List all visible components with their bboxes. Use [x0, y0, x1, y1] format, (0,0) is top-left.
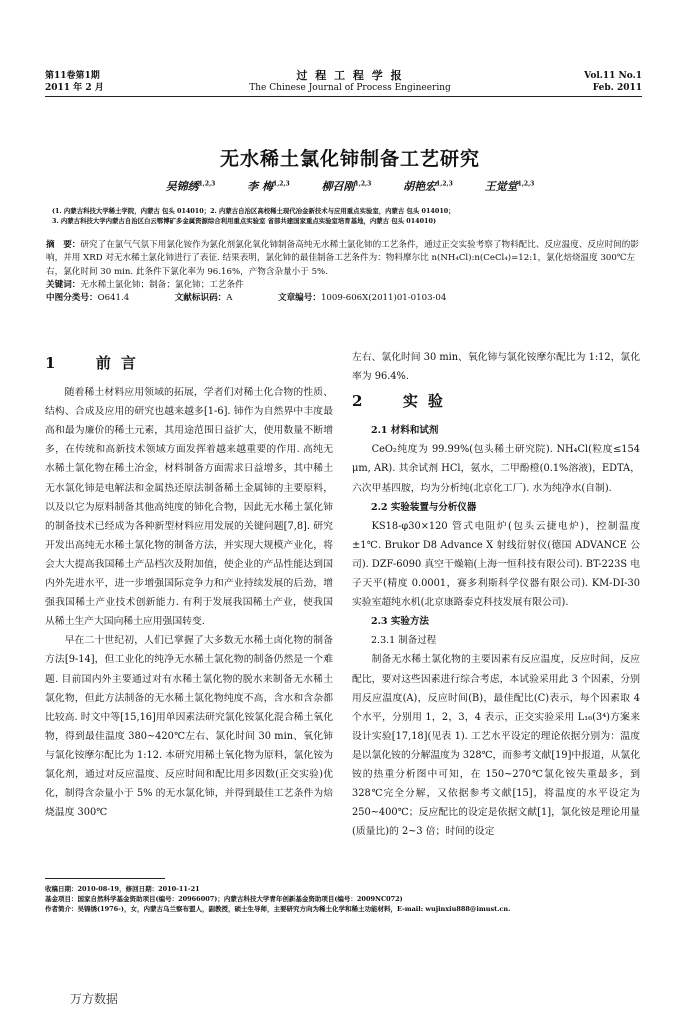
paragraph: KS18-φ30×120 管式电阻炉(包头云捷电炉)，控制温度±1℃. Brukor D8 Advance X 射线衍射仪(德国 ADVANCE 公司). DZF-6090 真空干燥箱(上海一恒科技有限公司). BT-223S 电子天平(精度 0.0001，赛多利斯科学仪器有限公司). KM-DI-30 实验室超纯水机(北京康路泰克科技发展有限公司).	[352, 520, 640, 609]
footnote-rule	[45, 878, 165, 879]
author: 吴锦绣$^{1,2,3}$	[165, 180, 216, 193]
author: 胡艳宏$^{1,2,3}$	[403, 180, 453, 193]
paragraph: 制备无水稀土氯化物的主要因素有反应温度，反应时间，反应配比，要对这些因素进行综合考虑，本试验采用此 3 个因素，分别用反应温度(A)，反应时间(B)，最佳配比(C)表示，每个因素取 4 个水平，分别用 1，2，3，4 表示，正交实验采用 L₁₆(3⁴)方案来设计实验[17,18](见表 1). 工艺水平设定的理论依据分别为：温度是以氯化铵的分解温度为 328℃，而参考文献[19]中报道，从氯化铵的热重分析图中可知，在 150~270℃氯化铵失重最多，到 328℃完全分解，又依据参考文献[15]，将温度的水平设定为 250~400℃；反应配比的设定是依据文献[1]，氯化铵是理论用量(质量比)的 2~3 倍；时间的设定	[352, 654, 641, 838]
classification-line: 中图分类号：O641.4 文献标识码：A 文章编号：1009-606X(2011)01-0103-04	[46, 293, 447, 304]
issue-label: 第11卷第1期	[45, 71, 100, 81]
header-rule	[45, 96, 642, 97]
affiliation-line: (1. 内蒙古科技大学稀土学院，内蒙古 包头 014010；2. 内蒙古自治区高校稀土现代冶金新技术与应用重点实验室，内蒙古 包头 014010；	[52, 207, 455, 215]
paragraph: CeO₂纯度为 99.99%(包头稀土研究院). NH₄Cl(粒度≤154 μm, AR). 其余试剂 HCl，氨水，二甲酚橙(0.1%溶液)，EDTA，六次甲基四胺，均为分析纯(北京化工厂). 水为纯净水(自制).	[352, 444, 640, 494]
footnotes	[45, 884, 645, 914]
abstract: 摘 要：研究了在氯气气氛下用氯化铵作为氯化剂氯化氧化铈制备高纯无水稀土氯化铈的工艺条件，通过正交实验考察了物料配比、反应温度、反应时间的影响，并用 XRD 对无水稀土氯化铈进行了表征. 结果表明，氯化铈的最佳制备工艺条件为：物料摩尔比 n(NH₄Cl):n(CeCl₄)=12:1，氯化焙烧温度 300℃左右，氯化时间 30 min. 此条件下氯化率为 96.16%，产物含杂量小于 5%.	[46, 240, 639, 277]
header-center	[200, 70, 500, 94]
keywords: 关键词：无水稀土氯化铈；制备；氯化铈；工艺条件	[46, 279, 244, 290]
affiliations	[52, 206, 642, 226]
subsection-heading: 2.3 实验方法	[371, 616, 429, 628]
author: 李 梅$^{1,2,3}$	[247, 180, 290, 193]
subsubsection-heading: 2.3.1 制备过程	[371, 635, 437, 647]
left-column	[45, 348, 333, 822]
volume-label: Vol.11 No.1	[584, 71, 642, 81]
journal-name-cn: 过 程 工 程 学 报	[296, 69, 404, 82]
author: 王觉堂$^{1,2,3}$	[484, 180, 535, 193]
paragraph: 左右、氯化时间 30 min、氧化铈与氯化铵摩尔配比为 1:12，氯化率为 96.4%.	[352, 352, 640, 383]
author-list	[0, 178, 700, 194]
section-heading: 1 前言	[45, 354, 146, 372]
watermark: 万方数据	[70, 992, 119, 1006]
footnote-line: 基金项目：国家自然科学基金资助项目(编号：20966007)；内蒙古科技大学青年创新基金资助项目(编号：2009NC072)	[45, 895, 403, 903]
header-right	[584, 70, 642, 94]
month-label: Feb. 2011	[592, 83, 642, 93]
right-column	[352, 348, 640, 841]
date-label: 2011 年 2 月	[45, 83, 104, 93]
subsection-heading: 2.1 材料和试剂	[371, 425, 439, 437]
footnote-line: 收稿日期：2010-08-19，修回日期：2010-11-21	[45, 885, 200, 893]
paragraph: 早在二十世纪初，人们已掌握了大多数无水稀土卤化物的制备方法[9-14]，但工业化的纯净无水稀土氯化物的制备仍然是一个难题. 目前国内外主要通过对有水稀土氯化物的脱水来制备无水稀土氯化物，但此方法制备的无水稀土氯化物纯度不高，含水和含杂都比较高. 时文中等[15,16]用单因素法研究氯化铵氯化混合稀土氧化物，得到最佳温度 380~420℃左右、氯化时间 30 min、氧化铈与氯化铵摩尔配比为 1:12. 本研究用稀土氧化物为原料，氯化铵为氯化剂，通过对反应温度、反应时间和配比用多因数(正交实验)优化，制得含杂量小于 5% 的无水氯化铈，并得到最佳工艺条件为焙烧温度 300℃	[45, 635, 333, 819]
abstract-block	[46, 239, 642, 305]
subsection-heading: 2.2 实验装置与分析仪器	[371, 501, 477, 513]
footnote-line: 作者简介：吴锦绣(1976-)，女，内蒙古乌兰察布盟人，副教授，硕士生导师，主要研究方向为稀土化学和稀土功能材料，E-mail: wujinxiu888@imust.cn.	[45, 905, 511, 913]
paper-title: 无水稀土氯化铈制备工艺研究	[219, 148, 480, 170]
section-heading: 2 实验	[352, 392, 453, 411]
author: 柳召刚$^{1,2,3}$	[321, 180, 372, 193]
header-left	[45, 70, 104, 94]
paragraph: 随着稀土材料应用领域的拓展，学者们对稀土化合物的性质、结构、合成及应用的研究也越来越多[1-6]. 铈作为自然界中丰度最高和最为廉价的稀土元素，其用途范围日益扩大，使用数量不断增多，在传统和高新技术领域方面发挥着越来越重要的作用. 高纯无水稀土氯化物在稀土冶金，材料制备方面需求日益增多，其中稀土无水氯化铈是电解法和金属热还原法制备稀土金属铈的主要原料，以及以它为原料制备其他高纯度的铈化合物，因此无水稀土氯化铈的制备技术已经成为各种新型材料应用发展的关键问题[7,8]. 研究开发出高纯无水稀土氯化物的制备方法，并实现大规模产业化，将会大大提高我国稀土产品档次及附加值，使企业的产品性能达到国内外先进水平，进一步增强国际竞争力和产业持续发展的后劲，增强我国稀土产业技术创新能力. 有利于发展我国稀土产业，使我国从稀土生产大国向稀土应用强国转变.	[45, 387, 333, 628]
affiliation-line: 3. 内蒙古科技大学内蒙古自治区白云鄂博矿多金属资源综合利用重点实验室 省部共建国家重点实验室培育基地，内蒙古 包头 014010)	[52, 217, 436, 225]
journal-name-en: The Chinese Journal of Process Engineering	[249, 83, 451, 93]
